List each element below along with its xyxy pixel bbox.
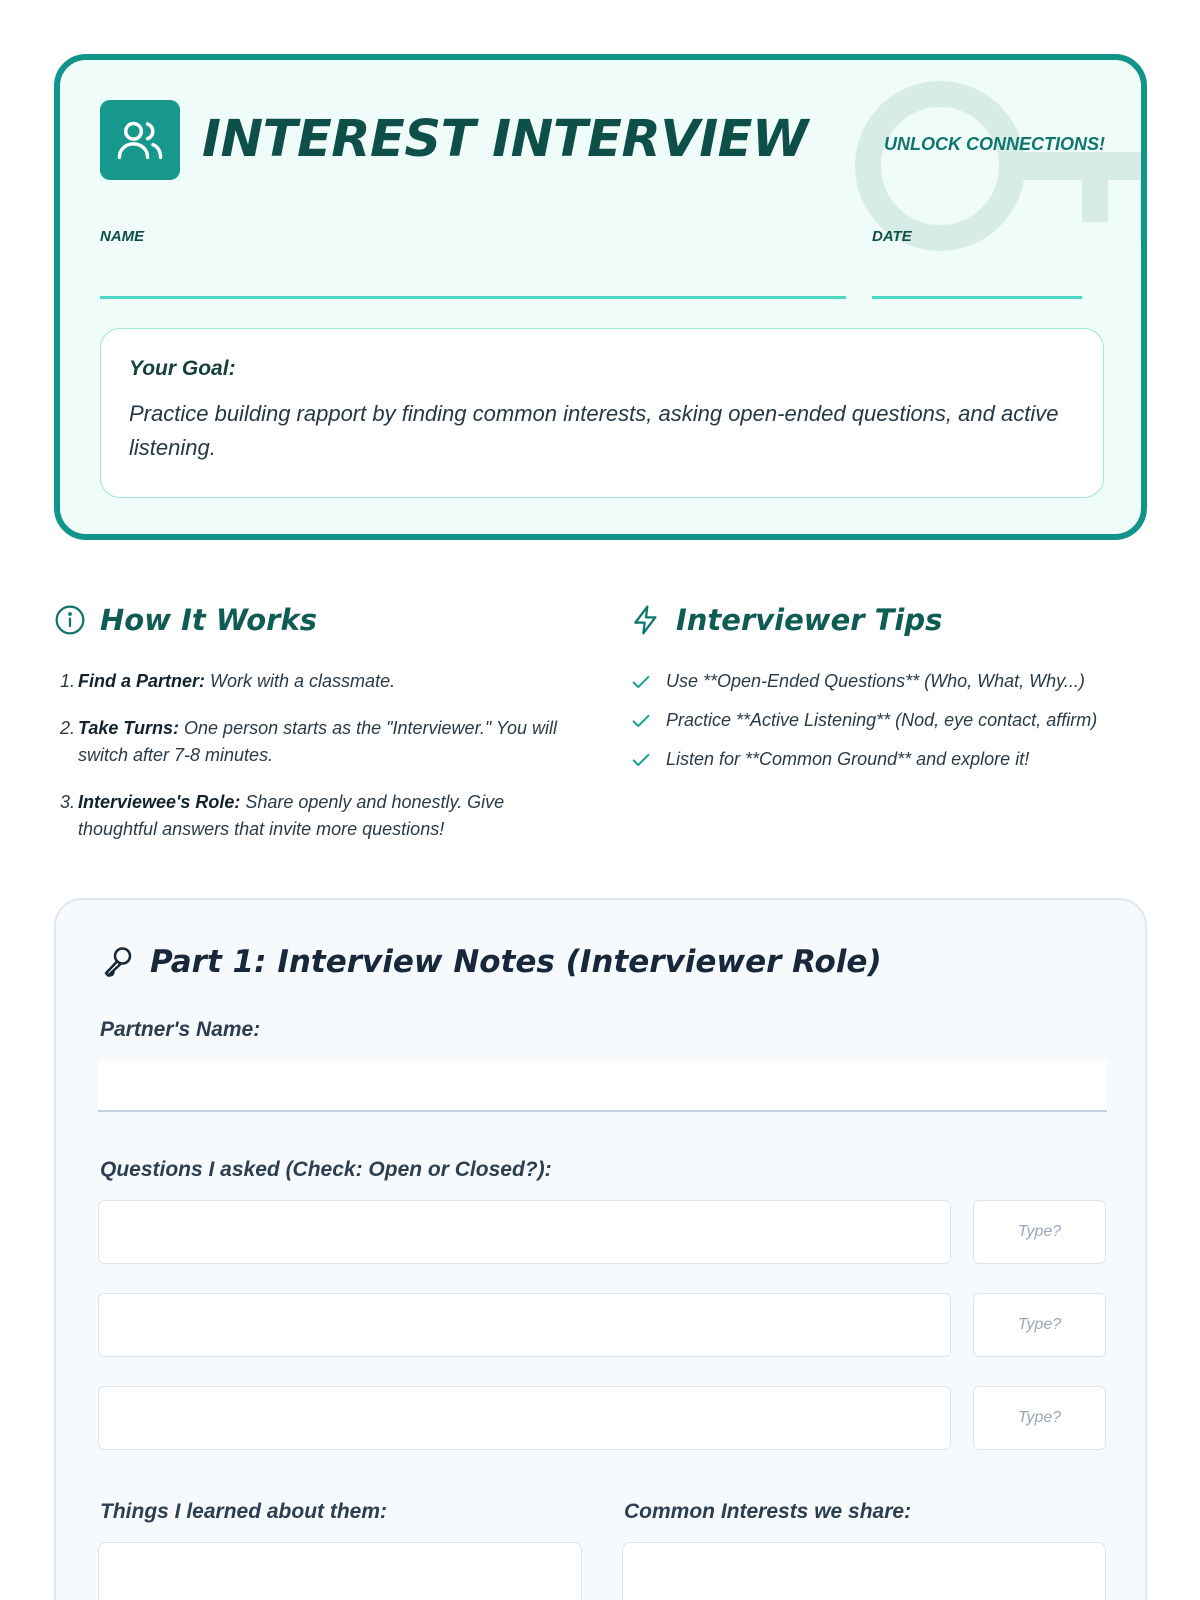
info-icon xyxy=(54,604,86,636)
interviewer-tips-section xyxy=(630,600,1150,785)
check-icon xyxy=(630,749,652,771)
list-item: 2. Take Turns: One person starts as the "Interviewer." You will switch after 7-8 minutes. xyxy=(60,718,557,765)
how-it-works-section xyxy=(54,600,574,863)
question-input[interactable] xyxy=(98,1386,951,1450)
microphone-icon xyxy=(100,944,136,980)
page-title: INTEREST INTERVIEW xyxy=(202,110,808,169)
common-interests-textarea[interactable] xyxy=(622,1542,1106,1600)
list-item: Use **Open-Ended Questions** (Who, What, Why...) xyxy=(630,668,1150,695)
list-item: 1. Find a Partner: Work with a classmate. xyxy=(60,671,396,691)
question-type-input[interactable]: Type? xyxy=(973,1200,1106,1264)
how-it-works-title: How It Works xyxy=(100,603,318,637)
learned-textarea[interactable] xyxy=(98,1542,582,1600)
tips-list xyxy=(630,668,1150,773)
steps-list xyxy=(54,668,574,843)
list-item: Listen for **Common Ground** and explore it! xyxy=(630,746,1150,773)
partner-name-input[interactable] xyxy=(98,1060,1107,1112)
check-icon xyxy=(630,671,652,693)
learned-label: Things I learned about them: xyxy=(100,1500,388,1523)
header-card xyxy=(54,54,1147,540)
question-input[interactable] xyxy=(98,1200,951,1264)
question-type-input[interactable]: Type? xyxy=(973,1293,1106,1357)
date-label: DATE xyxy=(872,228,912,245)
lightning-icon xyxy=(630,604,662,636)
partner-name-label: Partner's Name: xyxy=(100,1018,261,1041)
goal-box xyxy=(100,328,1104,498)
check-icon xyxy=(630,710,652,732)
name-field[interactable] xyxy=(100,296,846,299)
list-item: 3. Interviewee's Role: Share openly and honestly. Give thoughtful answers that invite more questions! xyxy=(60,792,505,839)
common-interests-label: Common Interests we share: xyxy=(624,1500,912,1523)
goal-text: Practice building rapport by finding common interests, asking open-ended questions, and active listening. xyxy=(129,401,1059,460)
goal-title: Your Goal: xyxy=(129,357,236,380)
interview-notes-card xyxy=(54,898,1147,1600)
users-icon xyxy=(100,100,180,180)
question-input[interactable] xyxy=(98,1293,951,1357)
tips-title: Interviewer Tips xyxy=(676,603,943,637)
questions-label: Questions I asked (Check: Open or Closed?): xyxy=(100,1158,552,1181)
date-field[interactable] xyxy=(872,296,1082,299)
name-label: NAME xyxy=(100,228,145,245)
question-type-input[interactable]: Type? xyxy=(973,1386,1106,1450)
slogan: UNLOCK CONNECTIONS! xyxy=(884,134,1105,154)
part-title: Part 1: Interview Notes (Interviewer Role) xyxy=(150,944,882,980)
list-item: Practice **Active Listening** (Nod, eye contact, affirm) xyxy=(630,707,1150,734)
